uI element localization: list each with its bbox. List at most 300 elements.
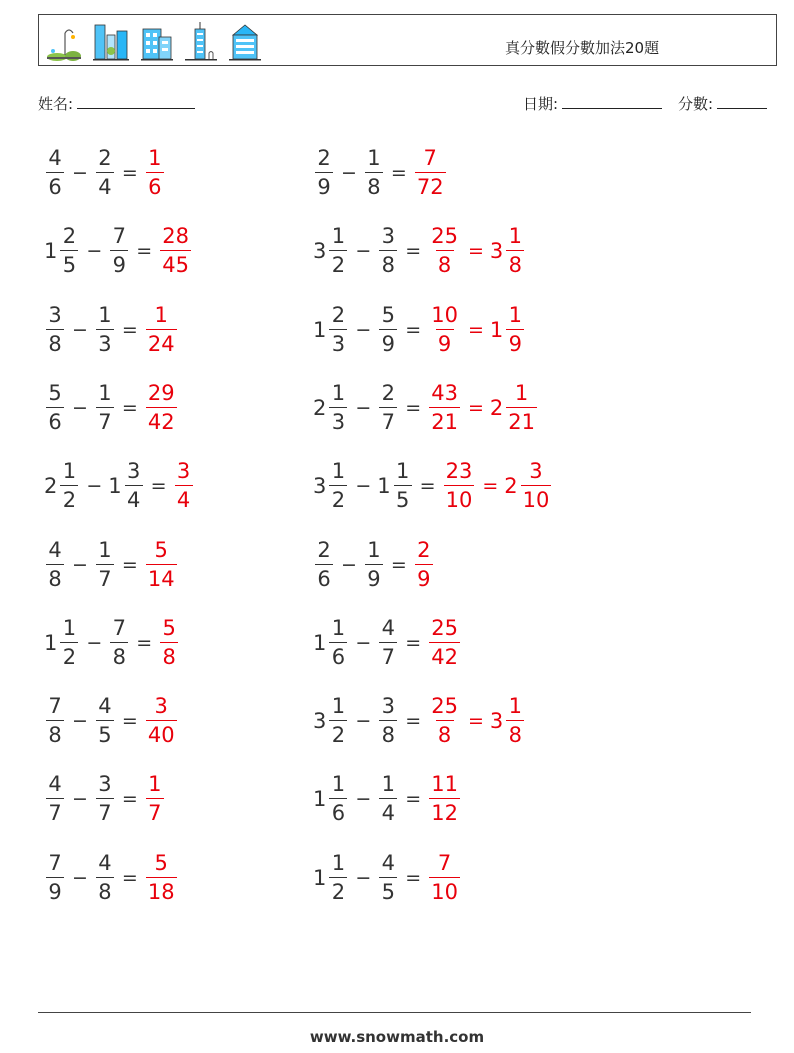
denominator: 2 (329, 485, 347, 511)
numerator: 28 (162, 224, 189, 249)
subtrahend (94, 774, 116, 824)
numerator: 4 (381, 850, 395, 875)
denominator: 8 (379, 250, 397, 276)
problem-15 (313, 456, 553, 516)
denominator: 2 (60, 485, 78, 511)
fraction (329, 302, 347, 356)
minus-sign: − (355, 318, 372, 341)
answer (144, 774, 166, 824)
numerator: 4 (48, 537, 62, 562)
numerator: 4 (98, 694, 112, 719)
numerator: 1 (98, 537, 112, 562)
denominator: 40 (146, 720, 177, 746)
numerator: 3 (126, 459, 141, 484)
minus-sign: − (72, 788, 88, 811)
denominator: 2 (329, 250, 347, 276)
denominator: 7 (146, 798, 164, 824)
numerator: 1 (508, 302, 522, 327)
equals-sign: = (121, 396, 138, 419)
subtrahend (108, 461, 144, 511)
fraction (329, 615, 347, 669)
whole-number: 1 (313, 787, 327, 812)
equals-sign: = (482, 475, 499, 498)
denominator: 7 (46, 798, 64, 824)
whole-number: 3 (313, 239, 327, 264)
denominator: 3 (329, 329, 347, 355)
denominator: 14 (146, 564, 177, 590)
answer (427, 380, 539, 434)
minuend (44, 615, 80, 669)
fraction (60, 615, 78, 669)
denominator: 8 (436, 250, 454, 276)
equals-sign: = (121, 866, 138, 889)
denominator: 4 (96, 172, 114, 198)
minuend (44, 226, 80, 276)
whole-number: 1 (313, 317, 327, 342)
subtrahend (108, 226, 130, 276)
fraction (315, 148, 333, 198)
minus-sign: − (86, 240, 103, 263)
minuend (313, 615, 349, 669)
minuend (44, 380, 66, 434)
denominator: 10 (429, 877, 460, 903)
minus-sign: − (355, 475, 372, 498)
equals-sign: = (405, 240, 422, 263)
subtrahend (377, 615, 399, 669)
answer-fraction (429, 774, 460, 824)
minuend (313, 461, 349, 511)
numerator: 1 (331, 459, 346, 484)
minus-sign: − (72, 710, 88, 733)
minus-sign: − (341, 162, 357, 184)
fraction (46, 380, 64, 434)
subtrahend (363, 148, 385, 198)
numerator: 4 (381, 615, 395, 640)
denominator: 8 (506, 720, 524, 746)
answer (144, 850, 179, 904)
numerator: 1 (331, 694, 346, 719)
fraction (96, 537, 114, 591)
denominator: 5 (60, 250, 78, 276)
minuend (44, 461, 80, 511)
minuend (313, 537, 335, 591)
problem-17 (313, 613, 462, 673)
answer (144, 302, 179, 356)
fraction (96, 696, 114, 746)
numerator: 7 (423, 146, 437, 170)
equals-sign: = (467, 710, 484, 733)
numerator: 1 (98, 302, 112, 327)
minuend (313, 696, 349, 746)
problem-3 (44, 300, 179, 360)
answer (144, 537, 179, 591)
equals-sign: = (405, 788, 422, 811)
equals-sign: = (121, 553, 138, 576)
equals-sign: = (390, 162, 407, 184)
answer-fraction (146, 537, 177, 591)
numerator: 2 (317, 537, 331, 562)
problem-1 (44, 143, 166, 203)
numerator: 25 (431, 694, 458, 719)
whole-number: 1 (108, 474, 122, 499)
numerator: 1 (331, 380, 346, 405)
minuend (44, 774, 66, 824)
numerator: 10 (431, 302, 458, 327)
denominator: 8 (46, 564, 64, 590)
answer-whole-number: 2 (489, 395, 504, 420)
numerator: 3 (98, 772, 112, 797)
minuend (44, 850, 66, 904)
numerator: 2 (381, 380, 395, 405)
denominator: 8 (96, 877, 114, 903)
equals-sign: = (121, 788, 138, 811)
subtrahend (94, 696, 116, 746)
fraction (46, 537, 64, 591)
footer-divider (38, 1012, 751, 1013)
minuend (44, 148, 66, 198)
answer (427, 615, 462, 669)
denominator: 3 (96, 329, 114, 355)
numerator: 1 (395, 459, 410, 484)
denominator: 4 (125, 485, 143, 511)
numerator: 1 (331, 615, 346, 640)
answer (427, 850, 462, 904)
answer-fraction (429, 696, 460, 746)
numerator: 1 (367, 537, 381, 562)
name-field (38, 93, 195, 114)
fraction (329, 696, 347, 746)
numerator: 25 (431, 224, 458, 249)
equals-sign: = (136, 240, 153, 263)
denominator: 8 (365, 172, 383, 198)
minus-sign: − (72, 866, 88, 889)
fraction (379, 302, 397, 356)
subtrahend (377, 774, 399, 824)
denominator: 9 (379, 329, 397, 355)
answer-whole-number: 1 (489, 317, 504, 342)
answer-fraction (146, 850, 177, 904)
tower-icon (183, 21, 219, 61)
fraction (329, 226, 347, 276)
whole-number: 1 (44, 239, 58, 264)
subtrahend (94, 380, 116, 434)
answer-fraction (444, 461, 475, 511)
answer (427, 696, 526, 746)
denominator: 2 (329, 720, 347, 746)
numerator: 3 (48, 302, 62, 327)
numerator: 7 (112, 224, 126, 249)
numerator: 2 (317, 146, 331, 170)
denominator: 7 (96, 564, 114, 590)
fraction (379, 226, 397, 276)
footer-url: www.snowmath.com (309, 1028, 485, 1046)
fraction (96, 774, 114, 824)
answer-mixed-fraction (506, 226, 524, 276)
fraction (125, 461, 143, 511)
answer (158, 226, 193, 276)
numerator: 2 (98, 146, 112, 170)
problem-6 (44, 535, 179, 595)
denominator: 7 (96, 798, 114, 824)
answer-fraction (429, 380, 460, 434)
numerator: 5 (381, 302, 395, 327)
numerator: 1 (367, 146, 381, 170)
fraction (394, 461, 412, 511)
denominator: 9 (365, 564, 383, 590)
denominator: 6 (46, 407, 64, 433)
fraction (379, 774, 397, 824)
equals-sign: = (150, 475, 167, 498)
numerator: 2 (417, 537, 431, 562)
fraction (60, 461, 78, 511)
fraction (60, 226, 78, 276)
denominator: 9 (436, 329, 454, 355)
answer (442, 461, 554, 511)
answer-whole-number: 2 (504, 474, 518, 499)
numerator: 4 (48, 146, 62, 170)
numerator: 1 (331, 772, 346, 797)
numerator: 2 (62, 224, 77, 249)
subtrahend (363, 537, 385, 591)
denominator: 10 (444, 485, 475, 511)
denominator: 8 (436, 720, 454, 746)
numerator: 1 (154, 302, 168, 327)
minus-sign: − (72, 162, 88, 184)
equals-sign: = (405, 631, 422, 654)
subtrahend (108, 615, 130, 669)
fraction (365, 537, 383, 591)
minuend (44, 302, 66, 356)
equals-sign: = (467, 240, 484, 263)
minuend (313, 302, 349, 356)
answer (427, 774, 462, 824)
park-icon (45, 21, 83, 61)
numerator: 1 (331, 224, 346, 249)
subtrahend (377, 461, 413, 511)
equals-sign: = (405, 318, 422, 341)
fraction (46, 148, 64, 198)
denominator: 9 (110, 250, 128, 276)
problem-12 (313, 221, 526, 281)
denominator: 8 (160, 642, 178, 668)
problem-2 (44, 221, 193, 281)
numerator: 2 (331, 302, 346, 327)
fraction (379, 850, 397, 904)
denominator: 10 (521, 485, 552, 511)
date-label: 日期: (523, 95, 559, 113)
subtrahend (377, 850, 399, 904)
equals-sign: = (419, 475, 436, 498)
denominator: 9 (46, 877, 64, 903)
whole-number: 2 (44, 474, 58, 499)
fraction (46, 774, 64, 824)
fraction (96, 850, 114, 904)
denominator: 6 (146, 172, 164, 198)
minus-sign: − (355, 396, 372, 419)
subtrahend (377, 302, 399, 356)
whole-number: 1 (377, 474, 391, 499)
denominator: 18 (146, 877, 177, 903)
minus-sign: − (355, 240, 372, 263)
subtrahend (377, 696, 399, 746)
fraction (46, 850, 64, 904)
denominator: 7 (96, 407, 114, 433)
numerator: 1 (62, 459, 77, 484)
numerator: 11 (431, 772, 458, 797)
numerator: 1 (514, 380, 529, 405)
denominator: 9 (506, 329, 524, 355)
subtrahend (94, 537, 116, 591)
answer-fraction (146, 380, 177, 434)
numerator: 7 (437, 850, 452, 875)
score-blank[interactable] (717, 93, 767, 109)
equals-sign: = (121, 710, 138, 733)
problem-18 (313, 691, 526, 751)
denominator: 8 (379, 720, 397, 746)
whole-number: 1 (44, 630, 58, 655)
minus-sign: − (355, 788, 372, 811)
problem-9 (44, 769, 166, 829)
numerator: 5 (48, 380, 62, 405)
page-title: 真分數假分數加法20題 (505, 39, 660, 57)
numerator: 4 (48, 772, 62, 797)
whole-number: 3 (313, 474, 327, 499)
equals-sign: = (390, 553, 407, 576)
subtrahend (377, 226, 399, 276)
fraction (46, 302, 64, 356)
minus-sign: − (72, 553, 88, 576)
subtrahend (377, 380, 399, 434)
city-skyline-icon (91, 21, 131, 61)
numerator: 1 (381, 772, 395, 797)
whole-number: 2 (313, 395, 327, 420)
equals-sign: = (405, 866, 422, 889)
answer (427, 302, 526, 356)
answer-mixed-fraction (506, 380, 537, 434)
fraction (110, 226, 128, 276)
minus-sign: − (72, 318, 88, 341)
subtrahend (94, 302, 116, 356)
minus-sign: − (86, 475, 103, 498)
problem-4 (44, 378, 179, 438)
minuend (313, 774, 349, 824)
denominator: 8 (46, 329, 64, 355)
answer-fraction (146, 302, 177, 356)
problem-8 (44, 691, 179, 751)
numerator: 3 (176, 459, 191, 484)
problem-20 (313, 848, 462, 908)
numerator: 5 (162, 615, 176, 640)
problem-5 (44, 456, 195, 516)
name-label: 姓名: (38, 95, 74, 113)
denominator: 2 (329, 877, 347, 903)
denominator: 6 (329, 798, 347, 824)
whole-number: 3 (313, 709, 327, 734)
answer-whole-number: 3 (489, 239, 504, 264)
problem-10 (44, 848, 179, 908)
denominator: 5 (394, 485, 412, 511)
minuend (44, 537, 66, 591)
fraction (379, 696, 397, 746)
answer-mixed-fraction (506, 302, 524, 356)
answer-fraction (429, 850, 460, 904)
equals-sign: = (121, 162, 138, 184)
fraction (329, 461, 347, 511)
numerator: 7 (48, 850, 62, 875)
date-field (523, 93, 662, 114)
fraction (96, 148, 114, 198)
equals-sign: = (405, 396, 422, 419)
answer-fraction (175, 461, 193, 511)
denominator: 12 (429, 798, 460, 824)
denominator: 2 (60, 642, 78, 668)
denominator: 4 (175, 485, 193, 511)
denominator: 8 (46, 720, 64, 746)
denominator: 7 (379, 407, 397, 433)
name-blank[interactable] (77, 93, 195, 109)
answer (413, 148, 448, 198)
numerator: 1 (508, 224, 522, 249)
minuend (44, 696, 66, 746)
fraction (379, 615, 397, 669)
numerator: 5 (154, 850, 168, 875)
office-building-icon (139, 21, 175, 61)
apartment-building-icon (227, 21, 263, 61)
minus-sign: − (72, 396, 88, 419)
denominator: 21 (429, 407, 460, 433)
denominator: 9 (415, 564, 433, 590)
denominator: 8 (506, 250, 524, 276)
answer-fraction (160, 226, 191, 276)
numerator: 1 (331, 850, 346, 875)
subtrahend (94, 850, 116, 904)
denominator: 7 (379, 642, 397, 668)
header-box (38, 14, 777, 66)
numerator: 7 (112, 615, 126, 640)
numerator: 5 (154, 537, 168, 562)
fraction (329, 850, 347, 904)
minus-sign: − (86, 631, 103, 654)
numerator: 29 (147, 380, 175, 405)
fraction (329, 380, 347, 434)
numerator: 1 (508, 694, 522, 719)
denominator: 6 (46, 172, 64, 198)
denominator: 42 (146, 407, 177, 433)
fraction (110, 615, 128, 669)
equals-sign: = (121, 318, 138, 341)
subtrahend (94, 148, 116, 198)
date-blank[interactable] (562, 93, 662, 109)
answer (413, 537, 435, 591)
answer (427, 226, 526, 276)
problem-13 (313, 300, 526, 360)
score-label: 分數: (678, 95, 714, 113)
score-field (678, 93, 767, 114)
answer-whole-number: 3 (489, 709, 504, 734)
answer (144, 696, 179, 746)
denominator: 21 (506, 407, 537, 433)
numerator: 3 (529, 459, 543, 484)
answer-fraction (146, 696, 177, 746)
answer (144, 148, 166, 198)
numerator: 3 (381, 224, 395, 249)
whole-number: 1 (313, 865, 327, 890)
problem-16 (313, 535, 435, 595)
whole-number: 1 (313, 630, 327, 655)
header-icons (45, 21, 263, 61)
answer-fraction (415, 537, 433, 591)
numerator: 1 (62, 615, 77, 640)
